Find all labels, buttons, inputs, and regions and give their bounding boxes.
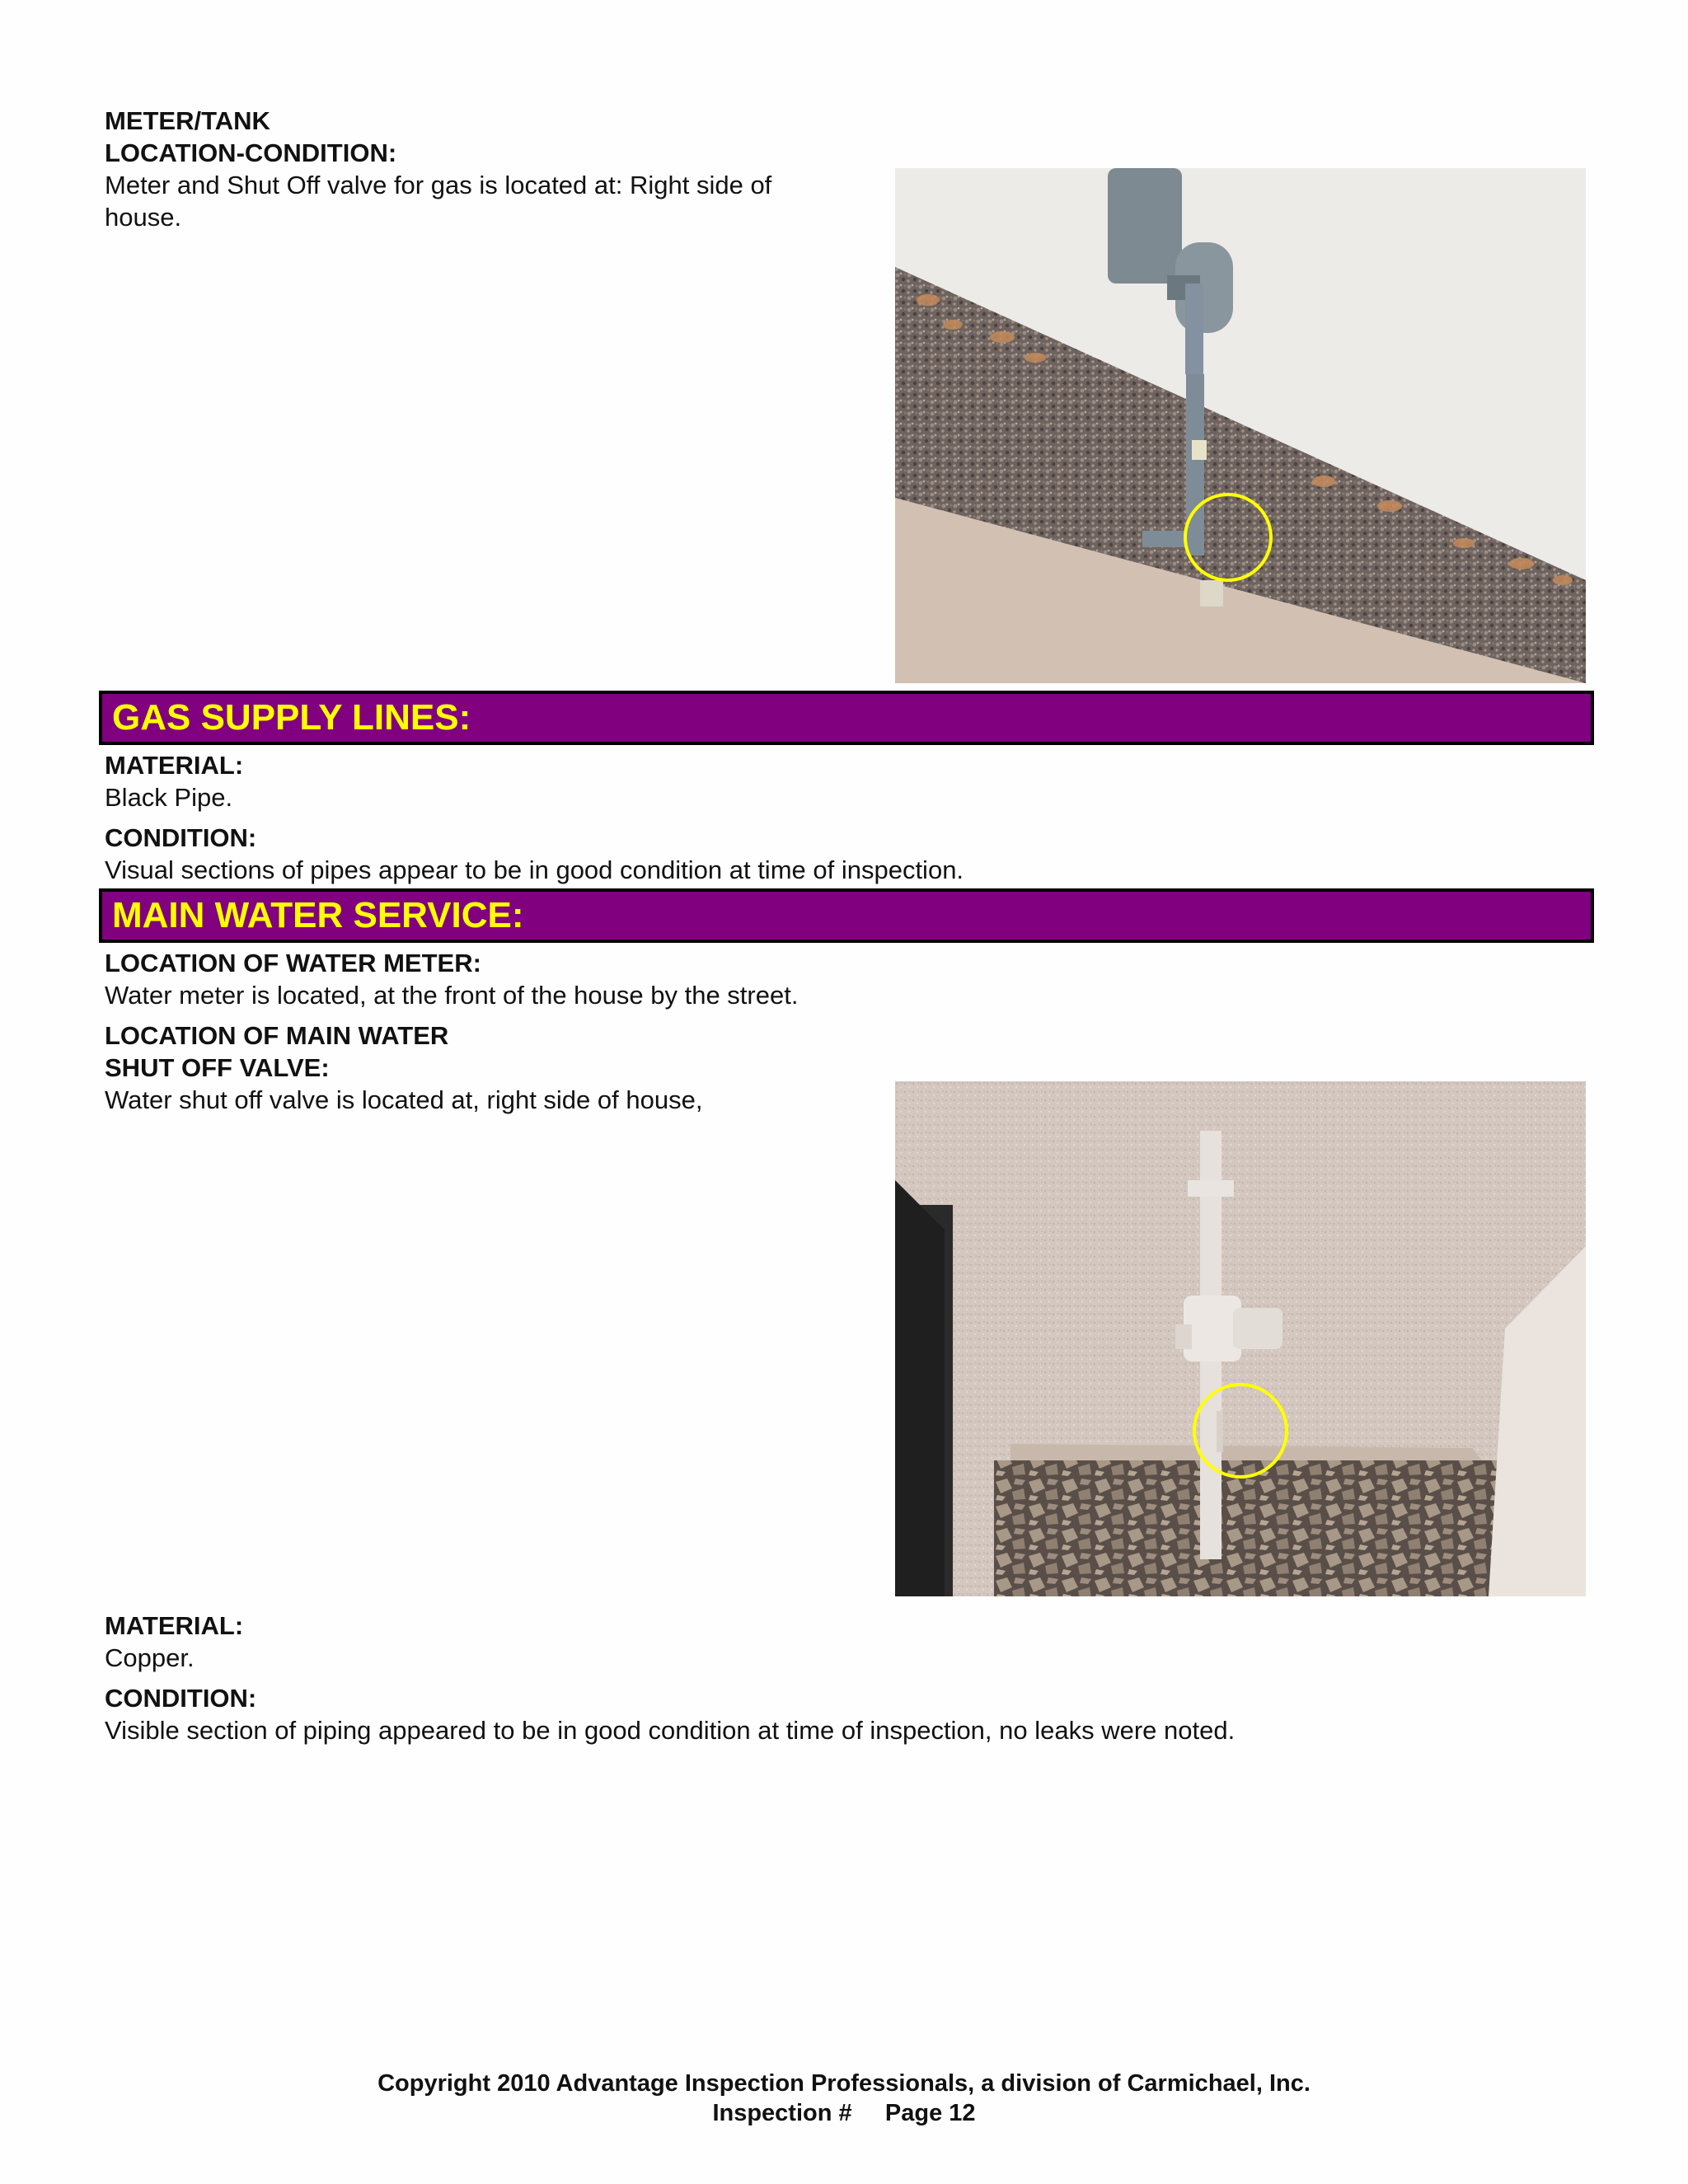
- water-meter-location-label: LOCATION OF WATER METER:: [105, 949, 481, 977]
- water-condition-value: Visible section of piping appeared to be in good condition at time of inspection, no leaks were noted.: [105, 1716, 1236, 1745]
- gas-meter-location-text-line2: house.: [105, 203, 182, 232]
- water-material-value: Copper.: [105, 1643, 195, 1672]
- gas-condition-value: Visual sections of pipes appear to be in good condition at time of inspection.: [105, 855, 964, 884]
- water-meter-location-value: Water meter is located, at the front of the house by the street.: [105, 981, 799, 1010]
- main-water-service-title: MAIN WATER SERVICE:: [112, 895, 524, 935]
- meter-tank-heading: METER/TANK: [105, 106, 270, 135]
- gas-material-label: MATERIAL:: [105, 751, 244, 780]
- water-material-label: MATERIAL:: [105, 1611, 244, 1640]
- water-shutoff-photo: [895, 1081, 1586, 1596]
- shutoff-valve-value: Water shut off valve is located at, right side of house,: [105, 1085, 703, 1114]
- gas-meter-location-text-line1: Meter and Shut Off valve for gas is located at: Right side of: [105, 171, 772, 199]
- main-water-service-section-bar: [99, 888, 1594, 943]
- water-condition-label: CONDITION:: [105, 1684, 257, 1713]
- location-condition-label: LOCATION-CONDITION:: [105, 138, 397, 167]
- gas-supply-lines-section-bar: [99, 691, 1594, 745]
- footer-copyright: Copyright 2010 Advantage Inspection Professionals, a division of Carmichael, Inc.: [377, 2070, 1311, 2097]
- shutoff-valve-label-line1: LOCATION OF MAIN WATER: [105, 1021, 449, 1050]
- shutoff-valve-label-line2: SHUT OFF VALVE:: [105, 1053, 330, 1082]
- gas-meter-photo: [895, 168, 1586, 683]
- gas-condition-label: CONDITION:: [105, 823, 257, 852]
- gas-material-value: Black Pipe.: [105, 783, 233, 812]
- gas-supply-lines-title: GAS SUPPLY LINES:: [112, 697, 471, 738]
- footer-page-number: Inspection # Page 12: [712, 2100, 976, 2126]
